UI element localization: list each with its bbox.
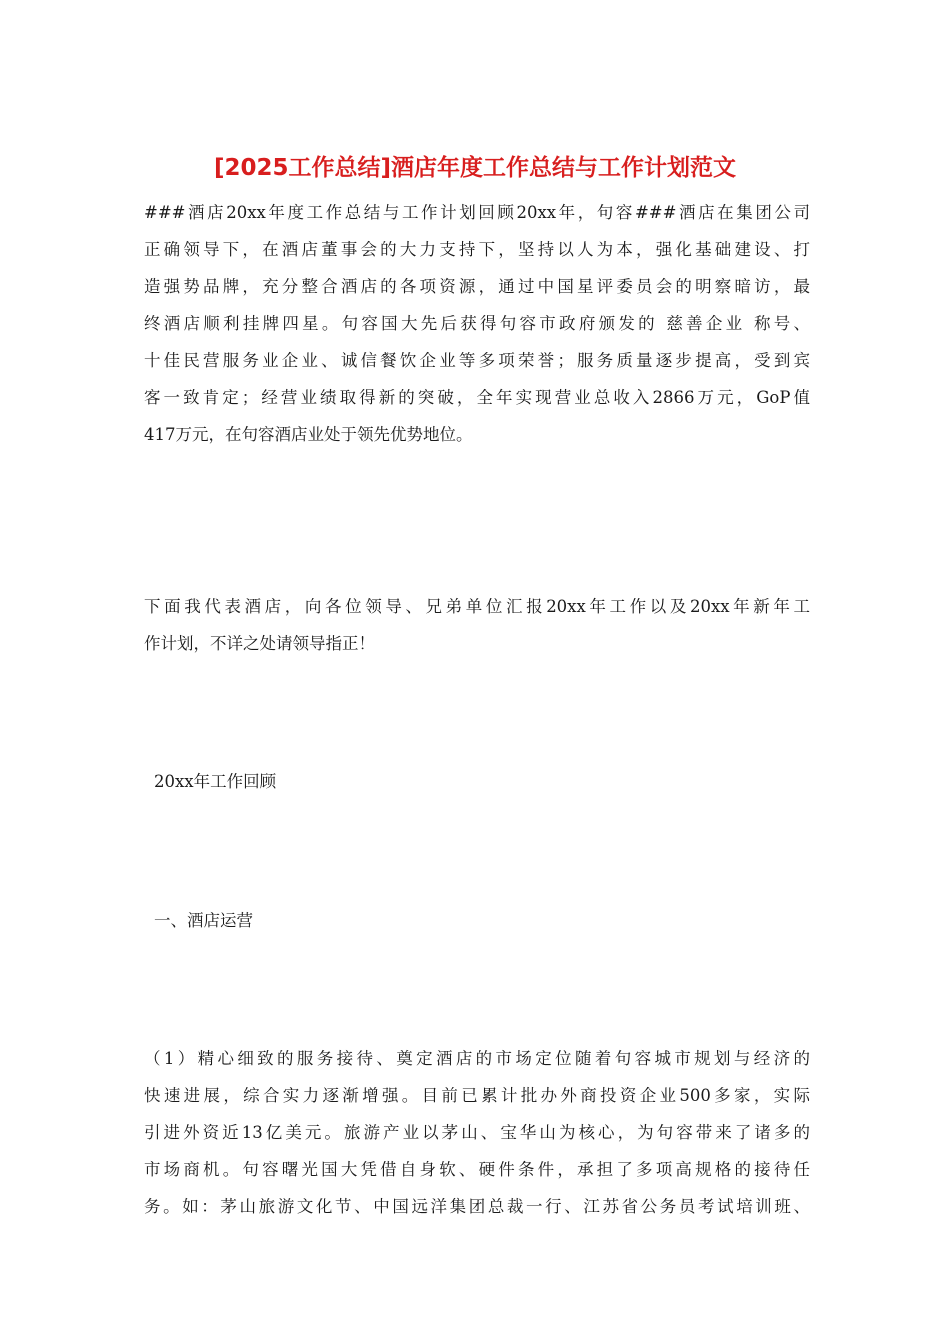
report-line: 下面我代表酒店，向各位领导、兄弟单位汇报20xx年工作以及20xx年新年工	[144, 597, 810, 616]
section1-line: （1）精心细致的服务接待、奠定酒店的市场定位随着句容城市规划与经济的	[144, 1049, 810, 1068]
section1-line: 快速进展，综合实力逐渐增强。目前已累计批办外商投资企业500多家，实际	[144, 1086, 810, 1105]
section-heading-review: 20xx年工作回顾	[154, 772, 277, 791]
intro-line: 正确领导下，在酒店董事会的大力支持下，坚持以人为本，强化基础建设、打	[144, 240, 810, 259]
intro-line: 417万元，在句容酒店业处于领先优势地位。	[144, 425, 473, 444]
intro-line: ###酒店20xx年度工作总结与工作计划回顾20xx年，句容###酒店在集团公司	[144, 203, 810, 222]
intro-line: 客一致肯定；经营业绩取得新的突破，全年实现营业总收入2866万元，GoP值	[144, 388, 810, 407]
intro-line: 十佳民营服务业企业、诚信餐饮企业等多项荣誉；服务质量逐步提高，受到宾	[144, 351, 810, 370]
document-title: [2025工作总结]酒店年度工作总结与工作计划范文	[213, 155, 737, 181]
section-heading-operation: 一、酒店运营	[154, 911, 253, 930]
section1-line: 市场商机。句容曙光国大凭借自身软、硬件条件，承担了多项高规格的接待任	[144, 1160, 810, 1179]
intro-line: 造强势品牌，充分整合酒店的各项资源，通过中国星评委员会的明察暗访，最	[144, 277, 810, 296]
report-line: 作计划，不详之处请领导指正！	[144, 634, 375, 653]
intro-paragraph	[144, 194, 810, 453]
intro-line: 终酒店顺利挂牌四星。句容国大先后获得句容市政府颁发的 慈善企业 称号、	[144, 314, 810, 333]
section1-paragraph	[144, 1040, 810, 1225]
section1-line: 务。如：茅山旅游文化节、中国远洋集团总裁一行、江苏省公务员考试培训班、	[144, 1197, 810, 1216]
section1-line: 引进外资近13亿美元。旅游产业以茅山、宝华山为核心，为句容带来了诸多的	[144, 1123, 810, 1142]
report-paragraph	[144, 588, 810, 662]
